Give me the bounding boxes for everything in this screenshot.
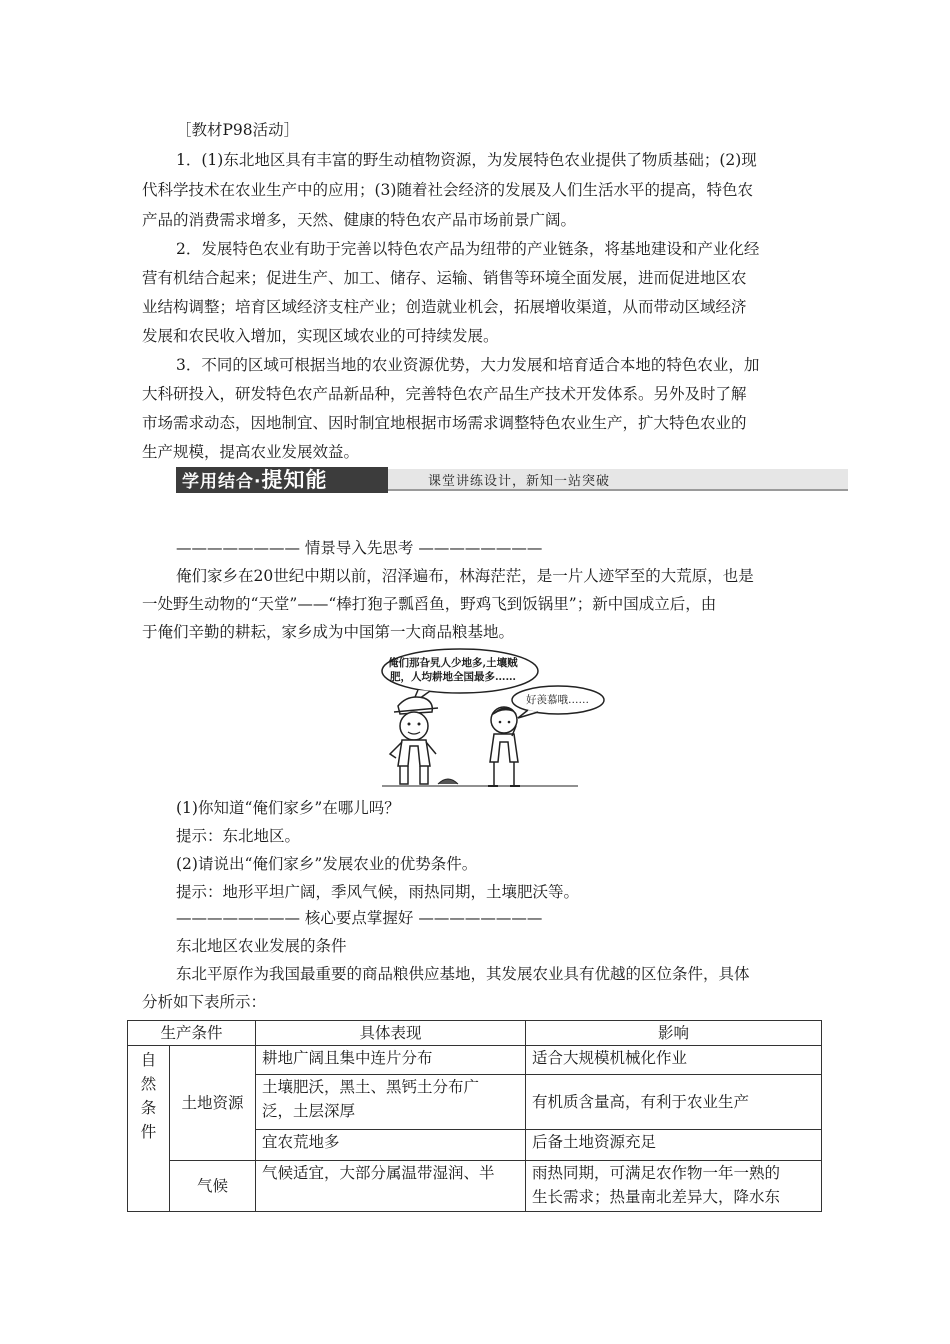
- section-banner: [176, 467, 848, 493]
- header-condition: 生产条件: [128, 1021, 256, 1046]
- group-char: 自: [140, 1051, 157, 1069]
- row2-show: [256, 1075, 526, 1130]
- activity-item2-line2: 营有机结合起来；促进生产、加工、储存、运输、销售等环境全面发展，进而促进地区农: [142, 269, 747, 287]
- answer-1: 提示：东北地区。: [176, 827, 301, 845]
- bubble1-line2: 肥，人均耕地全国最多……: [390, 671, 516, 683]
- land-label: 土地资源: [170, 1046, 256, 1161]
- banner-subtitle-bar: [388, 469, 848, 491]
- banner-title-text: 学用结合·: [182, 472, 262, 492]
- table-row: [128, 1046, 822, 1075]
- banner-title-bold: 提知能: [261, 468, 328, 492]
- activity-item3-line4: 生产规模，提高农业发展效益。: [142, 443, 360, 461]
- climate-effect-line2: 生长需求；热量南北差异大，降水东: [532, 1188, 781, 1206]
- row2-effect: 有机质含量高，有利于农业生产: [526, 1075, 822, 1130]
- table-row: [128, 1161, 822, 1212]
- core-intro-line1: 东北平原作为我国最重要的商品粮供应基地，其发展农业具有优越的区位条件，具体: [176, 965, 750, 983]
- activity-item1-line3: 产品的消费需求增多，天然、健康的特色农产品市场前景广阔。: [142, 211, 577, 229]
- row2-show-line2: 泛，土层深厚: [262, 1102, 356, 1120]
- core-intro-line2: 分析如下表所示：: [142, 993, 267, 1011]
- scenario-line2: 一处野生动物的“天堂”——“棒打狍子瓢舀鱼，野鸡飞到饭锅里”；新中国成立后，由: [142, 595, 717, 613]
- header-show: 具体表现: [256, 1021, 526, 1046]
- activity-item1-line1: 1．(1)东北地区具有丰富的野生动植物资源，为发展特色农业提供了物质基础；(2)现: [176, 151, 757, 169]
- group-char: 然: [140, 1075, 157, 1093]
- question-1: (1)你知道“俺们家乡”在哪儿吗？: [176, 799, 400, 817]
- activity-item3-line2: 大科研投入，研发特色农产品新品种，完善特色农产品生产技术开发体系。另外及时了解: [142, 385, 747, 403]
- climate-effect-line1: 雨热同期，可满足农作物一年一熟的: [532, 1164, 781, 1182]
- cartoon-illustration: [378, 646, 616, 796]
- climate-show: 气候适宜，大部分属温带湿润、半: [256, 1161, 526, 1212]
- row3-show: 宜农荒地多: [256, 1130, 526, 1161]
- table-header-row: [128, 1021, 822, 1046]
- activity-item3-line1: 3．不同的区域可根据当地的农业资源优势，大力发展和培育适合本地的特色农业，加: [176, 356, 760, 374]
- group-char: 条: [140, 1099, 157, 1117]
- banner-subtitle: 课堂讲练设计，新知一站突破: [428, 474, 611, 489]
- bubble2-text: 好羡慕哦……: [526, 694, 589, 706]
- banner-title: [176, 467, 388, 493]
- group-char: 件: [140, 1123, 157, 1141]
- row1-effect: 适合大规模机械化作业: [526, 1046, 822, 1075]
- question-2: (2)请说出“俺们家乡”发展农业的优势条件。: [176, 855, 478, 873]
- climate-effect: [526, 1161, 822, 1212]
- scenario-line3: 于俺们辛勤的耕耘，家乡成为中国第一大商品粮基地。: [142, 623, 515, 641]
- core-subtitle: 东北地区农业发展的条件: [176, 937, 347, 955]
- header-effect: 影响: [526, 1021, 822, 1046]
- activity-item1-line2: 代科学技术在农业生产中的应用；(3)随着社会经济的发展及人们生活水平的提高，特色农: [142, 181, 753, 199]
- row2-show-line1: 土壤肥沃，黑土、黑钙土分布广: [262, 1078, 480, 1096]
- activity-item2-line1: 2．发展特色农业有助于完善以特色农产品为纽带的产业链条，将基地建设和产业化经: [176, 240, 760, 258]
- activity-item2-line3: 业结构调整；培育区域经济支柱产业；创造就业机会，拓展增收渠道，从而带动区域经济: [142, 298, 747, 316]
- group-natural: [128, 1046, 170, 1212]
- core-heading: ———————— 核心要点掌握好 ————————: [176, 909, 543, 927]
- conditions-table: [127, 1020, 822, 1212]
- scenario-heading: ———————— 情景导入先思考 ————————: [176, 539, 543, 557]
- activity-item3-line3: 市场需求动态，因地制宜、因时制宜地根据市场需求调整特色农业生产，扩大特色农业的: [142, 414, 747, 432]
- answer-2: 提示：地形平坦广阔，季风气候，雨热同期，土壤肥沃等。: [176, 883, 580, 901]
- row1-show: 耕地广阔且集中连片分布: [256, 1046, 526, 1075]
- climate-label: 气候: [170, 1161, 256, 1212]
- bubble1-line1: 俺们那旮旯人少地多,土壤贼: [388, 657, 518, 669]
- activity-label: ［教材P98活动］: [176, 121, 300, 139]
- row3-effect: 后备土地资源充足: [526, 1130, 822, 1161]
- activity-item2-line4: 发展和农民收入增加，实现区域农业的可持续发展。: [142, 327, 499, 345]
- scenario-line1: 俺们家乡在20世纪中期以前，沼泽遍布，林海茫茫，是一片人迹罕至的大荒原，也是: [176, 567, 754, 585]
